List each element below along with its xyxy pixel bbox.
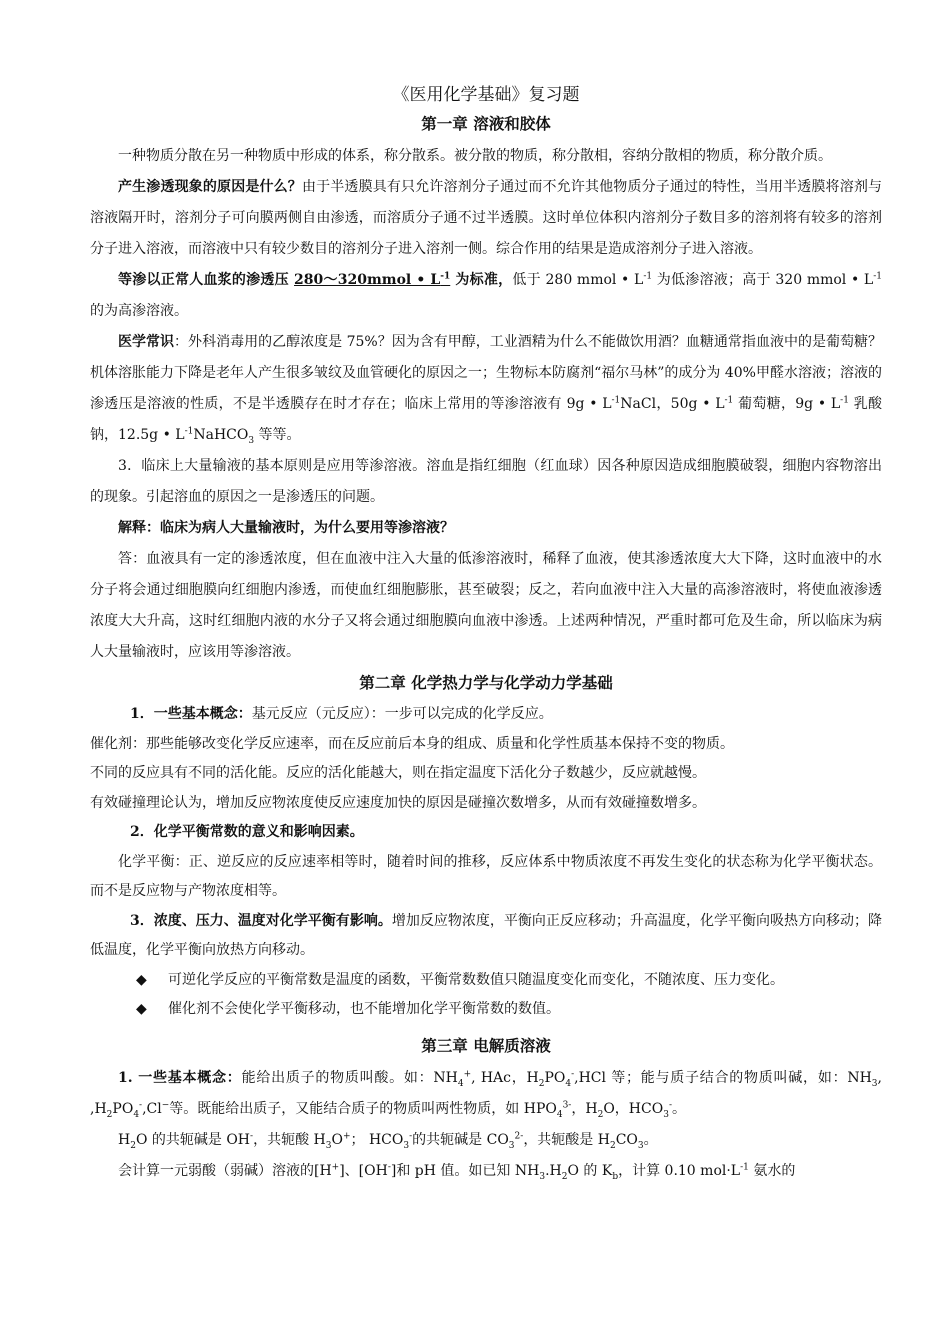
diamond-bullet-icon: ◆ <box>136 971 147 988</box>
ch2-bullet-2: ◆ 催化剂不会使化学平衡移动，也不能增加化学平衡常数的数值。 <box>90 995 882 1025</box>
ch3-basic-concepts: 1. 一些基本概念：能给出质子的物质叫酸。如：$NH_4^+$, HAc，$H_2PO_4^-,HCl$ 等；能与质子结合的物质叫碱，如：$NH_3$, $,H_2PO_4^-,Cl^-$等。既能给出质子，又能结合质子的物质叫两性物质，如 $HPO_4^{3-}$，$H_2O$，$HCO_3^-$。 <box>90 1068 882 1120</box>
ch3-conjugate-pairs: $H_2O$ 的共轭碱是 OH-，共轭酸 $H_3O^+$； $HCO_3^-$的共轭碱是 $CO_3^{2-}$，共轭酸是 $H_2CO_3$。 <box>118 1130 658 1151</box>
ch2-collision-theory: 有效碰撞理论认为，增加反应物浓度使反应速度加快的原因是碰撞次数增多，从而有效碰撞数增多。 <box>90 794 706 811</box>
chapter-3-heading: 第三章 电解质溶液 <box>421 1035 551 1055</box>
ch2-equilibrium-factors: 3．浓度、压力、温度对化学平衡有影响。增加反应物浓度，平衡向正反应移动；升高温度，化学平衡向吸热方向移动；降低温度，化学平衡向放热方向移动。 <box>90 912 883 958</box>
ch2-activation-energy: 不同的反应具有不同的活化能。反应的活化能越大，则在指定温度下活化分子数越少，反应就越慢。 <box>90 765 706 781</box>
ch2-equilibrium-constant: 2．化学平衡常数的意义和影响因素。 <box>130 824 364 840</box>
ch3-weak-acid-calculation: 会计算一元弱酸（弱碱）溶液的[H+]、[OH-]和 pH 值。如已知 $NH_3.H_2O$ 的 $K_b$，计算 0.10 $mol\cdot L^{-1}$ 氨水的 <box>118 1161 796 1182</box>
ch2-equilibrium-definition: 化学平衡：正、逆反应的反应速率相等时，随着时间的推移，反应体系中物质浓度不再发生变化的状态称为化学平衡状态。而不是反应物与产物浓度相等。 <box>90 853 882 899</box>
ch1-paragraph-infusion: 3．临床上大量输液的基本原则是应用等渗溶液。溶血是指红细胞（红血球）因各种原因造成细胞膜破裂，细胞内容物溶出的现象。引起溶血的原因之一是渗透压的问题。 <box>90 458 882 505</box>
chapter-1-heading: 第一章 溶液和胶体 <box>421 114 551 133</box>
ch1-paragraph-osmosis-cause <box>90 172 882 265</box>
ch1-paragraph-dispersion: 一种物质分散在另一种物质中形成的体系，称分散系。被分散的物质，称分散相，容纳分散相的物质，称分散介质。 <box>118 148 832 164</box>
ch1-explain-question: 解释：临床为病人大量输液时，为什么要用等渗溶液？ <box>118 520 454 536</box>
ch1-explain-answer: 答：血液具有一定的渗透浓度，但在血液中注入大量的低渗溶液时，稀释了血液，使其渗透浓度大大下降，这时血液中的水分子将会通过细胞膜向红细胞内渗透，而使血红细胞膨胀，甚至破裂；反之，若向血液中注入大量的高渗溶液时，将使血液渗透浓度大大升高，这时红细胞内液的水分子又将会通过细胞膜向血液中渗透。上述两种情况，严重时都可危及生命，所以临床为病人大量输液时，应该用等渗溶液。 <box>90 551 882 660</box>
diamond-bullet-icon: ◆ <box>136 1001 147 1017</box>
ch1-paragraph-isotonic: 等渗以正常人血浆的渗透压 280～320mmol • $L^{-1}$ 为标准，低于 280 mmol • $L^{-1}$ 为低渗溶液；高于 320 mmol • $L^{-1}$ 的为高渗溶液。 <box>90 271 882 319</box>
osmosis-question: 产生渗透现象的原因是什么？ <box>118 179 302 195</box>
osmosis-answer: 由于半透膜具有只允许溶剂分子通过而不允许其他物质分子通过的特性，当用半透膜将溶剂与溶液隔开时，溶剂分子可向膜两侧自由渗透，而溶质分子通不过半透膜。这时单位体积内溶剂分子数目多的溶剂将有较多的溶剂分子进入溶液，而溶液中只有较少数目的溶剂分子进入溶剂一侧。综合作用的结果是造成溶剂分子进入溶液。 <box>90 179 883 257</box>
medical-knowledge-label: 医学常识 <box>118 334 175 350</box>
ch1-paragraph-medical-knowledge: 医学常识：外科消毒用的乙醇浓度是 75%？因为含有甲醇，工业酒精为什么不能做饮用酒？血糖通常指血液中的是葡萄糖？机体溶胀能力下降是老年人产生很多皱纹及血管硬化的原因之一；生物标本防腐剂“福尔马林”的成分为 40%甲醛水溶液；溶液的渗透压是溶液的性质，不是半透膜存在时才存在；临床上常用的等渗溶液有 9g • $L^{-1}NaCl$，50g • $L^{-1}$ 葡萄糖，9g • $L^{-1}$ 乳酸钠，12.5g • $L^{-1}NaHCO_3$ 等等。 <box>90 334 883 446</box>
document-title: 《医用化学基础》复习题 <box>392 85 580 105</box>
ch2-catalyst: 催化剂：那些能够改变化学反应速率，而在反应前后本身的组成、质量和化学性质基本保持不变的物质。 <box>90 735 734 752</box>
ch2-bullet-1: ◆ 可逆化学反应的平衡常数是温度的函数，平衡常数数值只随温度变化而变化，不随浓度、压力变化。 <box>90 966 882 996</box>
ch2-basic-concepts: 1．一些基本概念：基元反应（元反应）：一步可以完成的化学反应。 <box>130 706 553 722</box>
chapter-2-heading: 第二章 化学热力学与化学动力学基础 <box>359 673 613 692</box>
document-page <box>90 80 882 1187</box>
